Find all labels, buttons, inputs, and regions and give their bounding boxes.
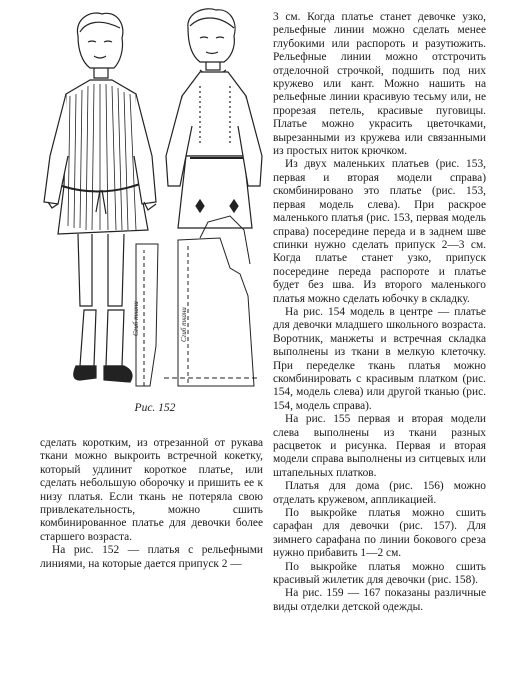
text-column-right [273, 11, 486, 614]
girl-figure-right [166, 9, 262, 228]
pattern-pieces [132, 216, 258, 386]
paragraph: 3 см. Когда платье станет девочке узко, рельефные линии можно сделать менее глубокими или распороть и разутюжить. Рельефные линии можно отстрочить отделочной строчкой, подшить под них кружево или кант. Можно нашить на рельефные линии красивую тесьму или, не прорезая петель, красивые пуговицы. Платье можно украсить цветочками, вырезанными из кружева или связанными из простых ниток крючком. [273, 11, 486, 158]
figure-caption: Рис. 152 [134, 402, 176, 414]
fold-label-1: Сгиб ткани [132, 301, 140, 336]
text-column-left [40, 437, 263, 571]
paragraph: сделать коротким, из отрезанной от рукава ткани можно выкроить встречной кокетку, который удлинит короткое платье, или сделать небольшую оборочку и пришить ее к низу платья. Если ткань не потеряла свою привлекательность, можно сшить комбинированное платье для девочки более старшего возраста. [40, 437, 263, 543]
paragraph: На рис. 152 — платья с рельефными линиями, на которые дается припуск 2 — [40, 544, 263, 570]
paragraph: На рис. 159 — 167 показаны различные виды отделки детской одежды. [273, 587, 486, 613]
fold-label-2: Сгиб ткани [180, 307, 188, 342]
paragraph: По выкройке платья можно сшить сарафан для девочки (рис. 157). Для зимнего сарафана по линии бокового среза нужно прибавить 1—2 см. [273, 507, 486, 560]
paragraph: Платья для дома (рис. 156) можно отделать кружевом, аппликацией. [273, 480, 486, 506]
paragraph: На рис. 154 модель в центре — платье для девочки младшего школьного возраста. Воротник, манжеты и встречная складка выполнены из ткани в мелкую клеточку. При переделке ткань платья можно скомбинировать с красивым платком (рис. 154, модель слева) или другой тканью (рис. 154, модель справа). [273, 305, 486, 412]
dress-illustration [40, 6, 265, 400]
paragraph: Из двух маленьких платьев (рис. 153, первая и вторая модели справа) скомбинировано это платье (рис. 153, первая модель слева). При раскрое маленького платья (рис. 153, первая модель справа) посередине переда и в заднем шве спинки нужно сделать припуск 2—3 см. Когда платье станет узко, припуск посередине переда распороте и платье будет без шва. Из второго маленького платья можно сделать юбочку в складку. [273, 158, 486, 305]
paragraph: По выкройке платья можно сшить красивый жилетик для девочки (рис. 158). [273, 560, 486, 587]
paragraph: На рис. 155 первая и вторая модели слева выполнены из ткани разных расцветок и рисунка. Первая и вторая модели справа выполнены из ситцевых или штапельных платков. [273, 413, 486, 479]
